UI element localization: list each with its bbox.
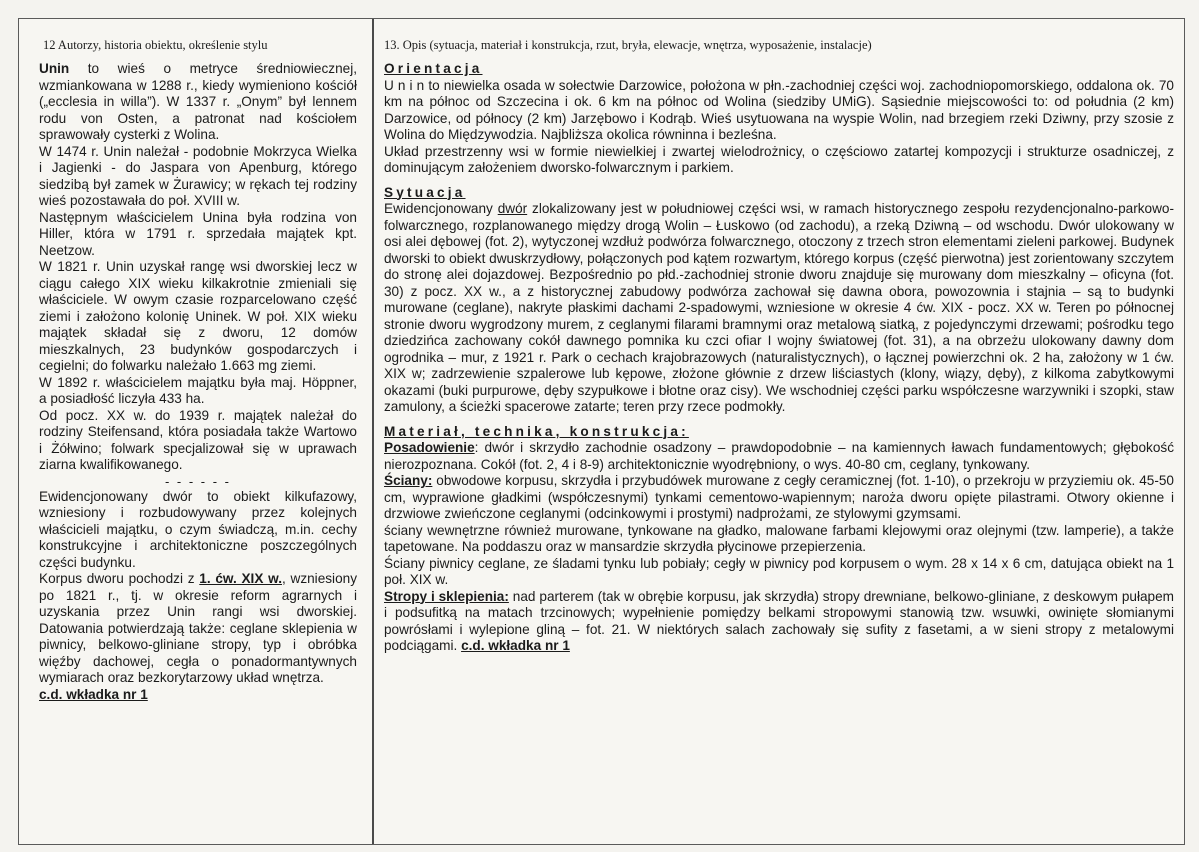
continued-note: c.d. wkładka nr 1	[39, 686, 148, 702]
sytuacja-paragraph: Ewidencjonowany dwór zlokalizowany jest w południowej części wsi, w ramach historycznego zespołu rezydencjonalno-parkowo-folwarcznego, rozplanowanego między drogą Wolin – Łuskowo (od zachodu), a rzeką Dziwną – od wschodu. Dwór ulokowany w osi alei dębowej (fot. 2), wytyczonej wzdłuż podwórza folwarcznego, otoczony z trzech stron elementami zieleni parkowej. Budynek dworski to obiekt dwuskrzydłowy, połączonych pod kątem rozwartym, którego korpus (część pierwotna) jest zorientowany szczytem do stronę alei dojazdowej. Bezpośrednio po płd.-zachodniej stronie dworu znajduje się murowany dom mieszkalny – oficyna (fot. 30) z pocz. XX w., a z historycznej zabudowy podwórza zachował się dawna obora, powozownia i stajnia – są to budynki murowane (ceglane), nakryte płaskimi dachami 2-spadowymi, wzniesione w okresie 4 ćw. XIX - pocz. XX w. Teren po północnej stronie dworu wygrodzony murem, z ceglanymi filarami bramnymi oraz metalową siatką, z pojedynczymi drzewami; pośrodku tego dziedzińca zachowany cokół dawnego pomnika ku czci ofiar I wojny światowej (fot. 31), a na obrzeżu ulokowany dawny dom ogrodnika – mur, z 1921 r. Park o cechach krajobrazowych (naturalistycznych), o łącznej powierzchni ok. 2 ha, założony w 1 ćw. XIX w; zadrzewienie szpalerowe lub kępowe, złożone głównie z drzew liściastych (klony, wiązy, dęby), z kilkoma zabytkowymi okazami (buki purpurowe, dęby szypułkowe i błotne oraz cisy). We wschodniej części parku współczesne warzywniki i szopki, staw zamulony, a ścieżki spacerowe zatarte; teren przy rzece podmokły.	[384, 201, 1174, 414]
dating-paragraph: Korpus dworu pochodzi z 1. ćw. XIX w., wzniesiony po 1821 r., tj. w okresie reform agrarnych i uzyskania przez Unin rangi wsi dworskiej. Datowania potwierdzają także: ceglane sklepienia w piwnicy, belkowo-gliniane stropy, typ i obróbka więźby dachowej, cegła o ponadormantywnych wymiarach oraz bezkorytarzowy układ wnętrza.	[39, 571, 357, 685]
document-sheet	[18, 18, 1185, 845]
orientacja-paragraph: Układ przestrzenny wsi w formie niewielkiej i zwartej wielodrożnicy, o częściowo zatartej kompozycji i strukturze osadniczej, z dominującym założeniem dworsko-folwarcznym i parkiem.	[384, 143, 1174, 175]
column-divider	[372, 19, 374, 844]
section-separator: - - - - - -	[164, 473, 232, 489]
stropy-paragraph: Stropy i sklepienia: nad parterem (tak w obrębie korpusu, jak skrzydła) stropy drewniane, belkowo-gliniane, z deskowym pułapem i podsufitką na matach trzcinowych; wypełnienie pomiędzy belkami stropowymi stanowią tzw. wsuwki, owinięte słomianymi powrósłami i wylepione gliną – fot. 21. W niektórych salach zachowały się sufity z fasetami, a w sieni stropy z metalowymi podciągami. c.d. wkładka nr 1	[384, 588, 1175, 653]
style-paragraph: Ewidencjonowany dwór to obiekt kilkufazowy, wzniesiony i rozbudowywany przez kolejnych właścicieli majątku, o czym świadczą, m.in. cechy konstrukcyjne i architektoniczne poszczególnych części budynku.	[39, 488, 357, 570]
history-paragraph: W 1474 r. Unin należał - podobnie Mokrzyca Wielka i Jagienki - do Jaspara von Apenburg, którego siedzibą był zamek w Żurawicy; w rękach tej rodziny wieś pozostawała do poł. XVIII w.	[39, 143, 357, 208]
history-paragraph: Następnym właścicielem Unina była rodzina von Hiller, która w 1791 r. sprzedała majątek kpt. Neetzow.	[39, 209, 357, 258]
sciany-paragraph: Ściany piwnicy ceglane, ze śladami tynku lub pobiały; cegły w piwnicy pod korpusem o wym. 28 x 14 x 6 cm, datująca obiekt na 1 poł. XIX w.	[384, 555, 1174, 587]
posadowienie-paragraph: Posadowienie: dwór i skrzydło zachodnie osadzony – prawdopodobnie – na kamiennych ławach fundamentowych; głębokość nierozpoznana. Cokół (fot. 2, 4 i 8-9) architektonicznie wyodrębniony, o wys. 40-80 cm, ceglany, tynkowany.	[384, 440, 1174, 472]
left-column-header: 12 Autorzy, historia obiektu, określenie stylu	[43, 38, 268, 52]
section-title-sytuacja: Sytuacja	[384, 184, 466, 200]
right-column-header: 13. Opis (sytuacja, materiał i konstrukcja, rzut, bryła, elewacje, wnętrza, wyposażenie, instalacje)	[384, 38, 872, 52]
left-column	[39, 37, 357, 703]
sciany-paragraph: ściany wewnętrzne również murowane, tynkowane na gładko, malowane farbami klejowymi oraz olejnymi (tzw. lamperie), a także tapetowane. Na poddaszu oraz w mansardzie skrzydła płycinowe przepierzenia.	[384, 522, 1174, 554]
village-name: Unin	[39, 61, 70, 76]
continued-note: c.d. wkładka nr 1	[461, 638, 570, 653]
sciany-label: Ściany:	[384, 473, 433, 488]
section-title-orientacja: Orientacja	[384, 61, 483, 76]
orientacja-paragraph: U n i n to niewielka osada w sołectwie Darzowice, położona w płn.-zachodniej części woj. zachodniopomorskiego, oddalona ok. 70 km na północ od Szczecina i ok. 6 km na północ od Wolina (siedziby UMiG). Sąsiednie miejscowości to: od południa (2 km) Darzowice, od północy (2 km) Jarzębowo i Kodrąb. Wieś usytuowana na wyspie Wolin, nad brzegiem rzeki Dziwny, przy szosie z Wolina do Międzywodzia. Najbliższa okolica równinna i bezleśna.	[384, 77, 1174, 142]
history-paragraph: W 1892 r. właścicielem majątku była maj. Höppner, a posiadłość liczyła 433 ha.	[39, 374, 357, 406]
sciany-paragraph: Ściany: obwodowe korpusu, skrzydła i przybudówek murowane z cegły ceramicznej (fot. 1-10), o przekroju w przyziemiu ok. 45-50 cm, wyprawione gładkimi (współczesnymi) tynkami cementowo-wapiennym; naroża dworu opięte pilastrami. Otwory okienne i drzwiowe zwieńczone ceglanymi (odcinkowymi i prostymi) nadprożami, ze stylowymi gzymsami.	[384, 473, 1174, 521]
stropy-label: Stropy i sklepienia:	[384, 588, 509, 604]
section-title-material: Materiał, technika, konstrukcja:	[384, 423, 689, 439]
history-paragraph: Unin to wieś o metryce średniowiecznej, wzmiankowana w 1288 r., kiedy wymieniono kościół („ecclesia in willa”). W 1337 r. „Onym” był lennem rodu von Osten, a patronat nad kościołem sprawowały cysterki z Wolina.	[39, 61, 357, 142]
history-paragraph: Od pocz. XX w. do 1939 r. majątek należał do rodziny Steifensand, która posiadała także Wartowo i Żółwino; folwark specjalizował się w uprawach ziarna kwalifikowanego.	[39, 407, 357, 472]
dating-emphasis: 1. ćw. XIX w.	[199, 571, 282, 586]
history-paragraph: W 1821 r. Unin uzyskał rangę wsi dworskiej lecz w ciągu całego XIX wieku kilkakrotnie zmieniali się właściciele. W owym czasie rozparcelowano część ziemi i założono kolonię Uninek. W poł. XIX wieku majątek składał się z dworu, 12 domów mieszkalnych, 23 budynków gospodarczych i cegielni; do folwarku należało 1.663 mg ziemi.	[39, 259, 357, 373]
right-column	[384, 37, 1174, 655]
posadowienie-label: Posadowienie	[384, 440, 475, 455]
dwor-term: dwór	[497, 201, 528, 216]
